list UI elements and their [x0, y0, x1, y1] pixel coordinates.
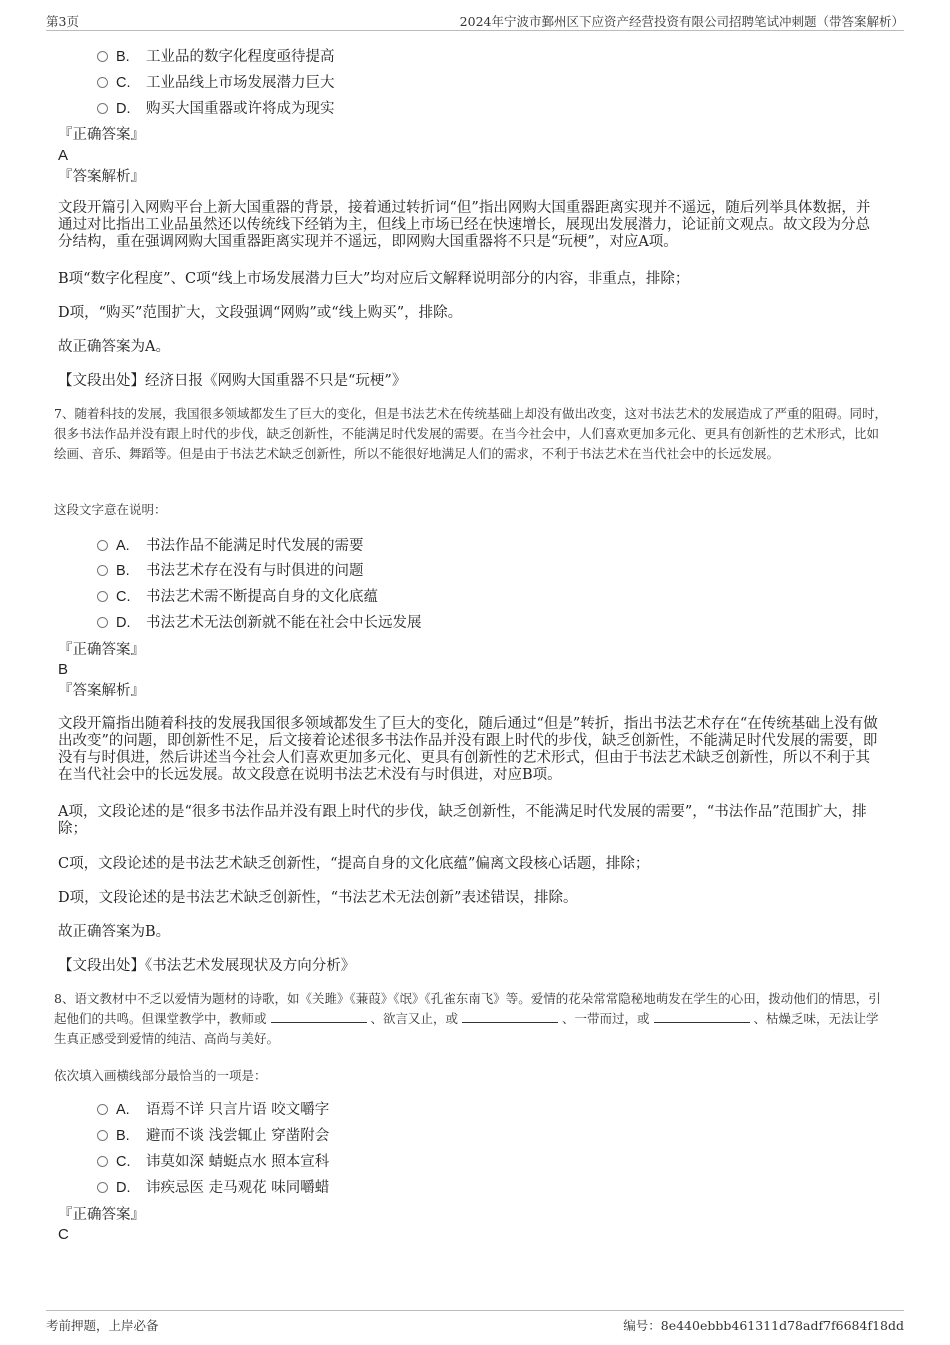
option-a[interactable]: A. 语焉不详 只言片语 咬文嚼字 — [97, 1100, 329, 1120]
option-d[interactable]: D. 讳疾忌医 走马观花 味同嚼蜡 — [97, 1178, 329, 1198]
page-header — [46, 12, 904, 31]
analysis-label: 『答案解析』 — [58, 169, 145, 185]
radio-icon[interactable] — [97, 591, 108, 602]
analysis-paragraph: 文段开篇引入网购平台上新大国重器的背景，接着通过转折词“但”指出网购大国重器距离实现并不遥远，随后列举具体数据，并通过对比指出工业品虽然还以传统线下经销为主，但线上市场已经在快速增长，展现出发展潜力，论证前文观点。故文段为分总分结构，重在强调网购大国重器距离实现并不遥远，即网购大国重器将不只是“玩梗”，对应A项。 — [58, 200, 871, 250]
question-7-prompt: 这段文字意在说明： — [54, 502, 167, 517]
analysis-conclusion: 故正确答案为A。 — [58, 339, 170, 355]
analysis-paragraph: C项，文段论述的是书法艺术缺乏创新性，“提高自身的文化底蕴”偏离文段核心话题，排除； — [58, 856, 650, 872]
correct-answer-label: 『正确答案』 — [58, 127, 145, 143]
analysis-paragraph: 文段开篇指出随着科技的发展我国很多领域都发生了巨大的变化，随后通过“但是”转折，指出书法艺术存在“在传统基础上没有做出改变”的问题，即创新性不足，后文接着论述很多书法作品并没有跟上时代的步伐，缺乏创新性，不能满足时代发展的需要，即没有与时俱进，然后讲述当今社会人们喜欢更加多元化、更具有创新性的艺术形式，但由于书法艺术缺乏创新性，所以不利于其在当代社会中的长远发展。故文段意在说明书法艺术没有与时俱进，对应B项。 — [58, 716, 878, 783]
analysis-paragraph: B项“数字化程度”、C项“线上市场发展潜力巨大”均对应后文解释说明部分的内容，非重点，排除； — [58, 271, 690, 287]
option-a[interactable]: A. 书法作品不能满足时代发展的需要 — [97, 536, 364, 556]
blank-line — [271, 1011, 367, 1023]
radio-icon[interactable] — [97, 1156, 108, 1167]
option-c[interactable]: C. 书法艺术需不断提高自身的文化底蕴 — [97, 587, 378, 607]
page-number: 第3页 — [46, 14, 79, 29]
source-citation: 【文段出处】《书法艺术发展现状及方向分析》 — [58, 958, 356, 974]
radio-icon[interactable] — [97, 1130, 108, 1141]
correct-answer: A — [58, 147, 69, 164]
option-d[interactable]: D. 书法艺术无法创新就不能在社会中长远发展 — [97, 613, 422, 633]
analysis-paragraph: A项，文段论述的是“很多书法作品并没有跟上时代的步伐，缺乏创新性，不能满足时代发展的需要”，“书法作品”范围扩大，排除； — [58, 804, 867, 837]
source-citation: 【文段出处】经济日报《网购大国重器不只是“玩梗”》 — [58, 373, 407, 389]
option-b[interactable]: B. 避而不谈 浅尝辄止 穿凿附会 — [97, 1126, 329, 1146]
document-id: 编号：8e440ebbb461311d78adf7f6684f18dd — [623, 1318, 904, 1333]
option-b[interactable]: B. 书法艺术存在没有与时俱进的问题 — [97, 561, 364, 581]
question-8-text: 8、语文教材中不乏以爱情为题材的诗歌，如《关雎》《蒹葭》《氓》《孔雀东南飞》等。爱情的花朵常常隐秘地萌发在学生的心田，拨动他们的情思，引起他们的共鸣。但课堂教学中，教师或 、欲言又止，或 、一带而过，或 、枯燥乏味，无法让学生真正感受到爱情的纯洁、高尚与美好。 — [54, 991, 881, 1046]
radio-icon[interactable] — [97, 540, 108, 551]
radio-icon[interactable] — [97, 1104, 108, 1115]
analysis-paragraph: D项，“购买”范围扩大，文段强调“网购”或“线上购买”，排除。 — [58, 305, 463, 321]
radio-icon[interactable] — [97, 617, 108, 628]
question-8-prompt: 依次填入画横线部分最恰当的一项是： — [54, 1068, 267, 1083]
analysis-paragraph: D项，文段论述的是书法艺术缺乏创新性，“书法艺术无法创新”表述错误，排除。 — [58, 890, 578, 906]
option-c[interactable]: C. 工业品线上市场发展潜力巨大 — [97, 73, 335, 93]
correct-answer-label: 『正确答案』 — [58, 642, 145, 658]
option-b[interactable]: B. 工业品的数字化程度亟待提高 — [97, 47, 335, 67]
radio-icon[interactable] — [97, 103, 108, 114]
analysis-conclusion: 故正确答案为B。 — [58, 924, 171, 940]
option-c[interactable]: C. 讳莫如深 蜻蜓点水 照本宣科 — [97, 1152, 329, 1172]
page-footer — [46, 1310, 904, 1335]
question-7-text: 7、随着科技的发展，我国很多领域都发生了巨大的变化，但是书法艺术在传统基础上却没有做出改变，这对书法艺术的发展造成了严重的阻碍。同时，很多书法作品并没有跟上时代的步伐，缺乏创新性，不能满足时代发展的需要。在当今社会中，人们喜欢更加多元化、更具有创新性的艺术形式，比如绘画、音乐、舞蹈等。但是由于书法艺术缺乏创新性，所以不能很好地满足人们的需求，不利于书法艺术在当代社会中的长远发展。 — [54, 406, 887, 461]
footer-slogan: 考前押题，上岸必备 — [46, 1318, 159, 1333]
option-d[interactable]: D. 购买大国重器或许将成为现实 — [97, 99, 335, 119]
correct-answer: B — [58, 661, 69, 678]
radio-icon[interactable] — [97, 1182, 108, 1193]
radio-icon[interactable] — [97, 51, 108, 62]
document-title: 2024年宁波市鄞州区下应资产经营投资有限公司招聘笔试冲刺题（带答案解析） — [459, 14, 904, 29]
analysis-label: 『答案解析』 — [58, 683, 145, 699]
radio-icon[interactable] — [97, 77, 108, 88]
blank-line — [462, 1011, 558, 1023]
correct-answer: C — [58, 1226, 69, 1243]
radio-icon[interactable] — [97, 565, 108, 576]
correct-answer-label: 『正确答案』 — [58, 1207, 145, 1223]
blank-line — [654, 1011, 750, 1023]
